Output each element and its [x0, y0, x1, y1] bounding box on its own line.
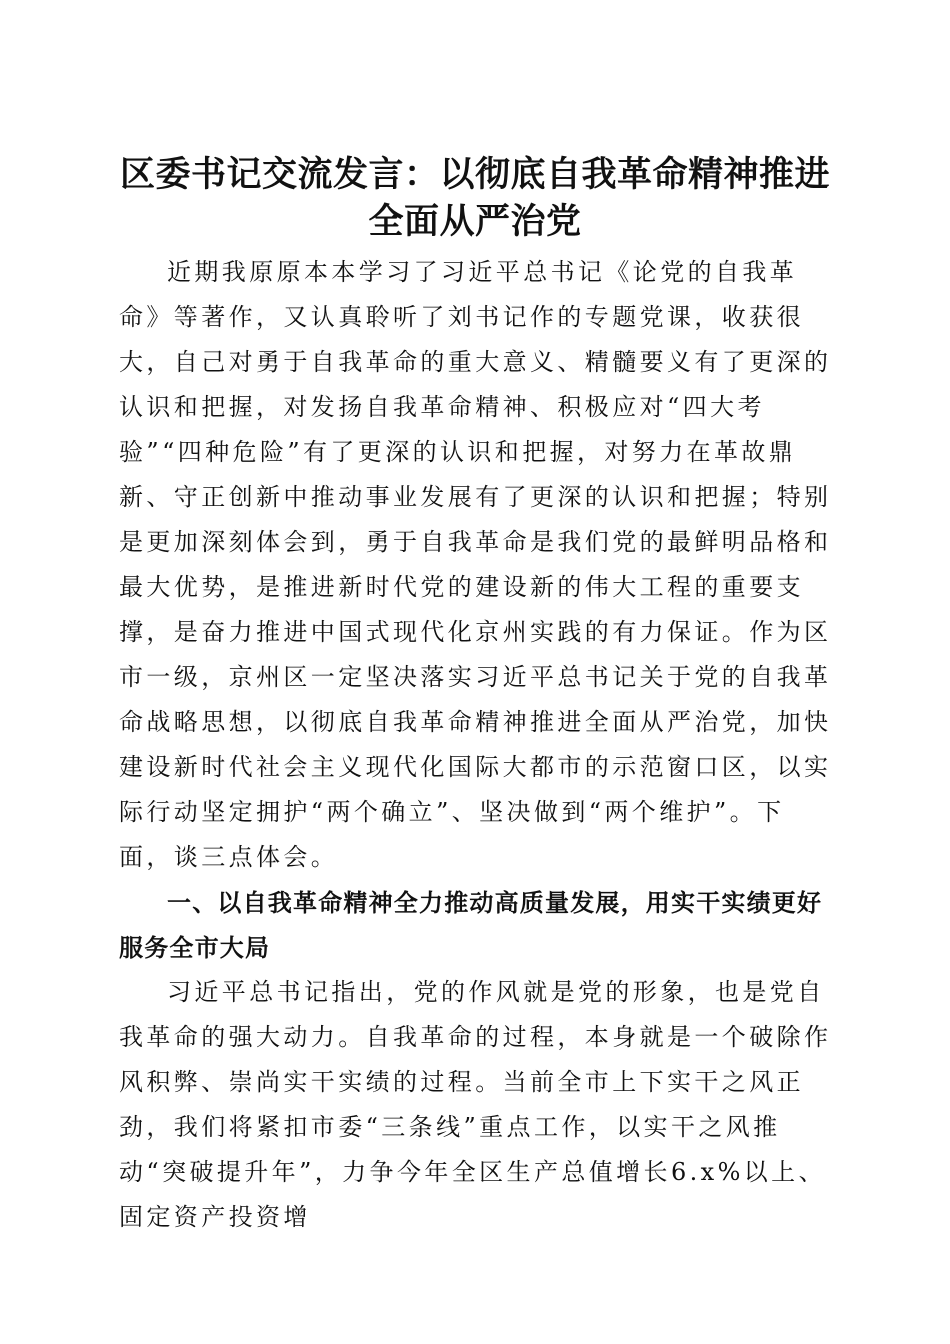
document-body: [119, 250, 833, 1240]
document-title-line-1: 区委书记交流发言：以彻底自我革命精神推进: [119, 154, 830, 196]
intro-paragraph: 近期我原原本本学习了习近平总书记《论党的自我革命》等著作，又认真聆听了刘书记作的专题党课，收获很大，自己对勇于自我革命的重大意义、精髓要义有了更深的认识和把握，对发扬自我革命精神、积极应对“四大考验”“四种危险”有了更深的认识和把握，对努力在革故鼎新、守正创新中推动事业发展有了更深的认识和把握；特别是更加深刻体会到，勇于自我革命是我们党的最鲜明品格和最大优势，是推进新时代党的建设新的伟大工程的重要支撑，是奋力推进中国式现代化京州实践的有力保证。作为区市一级，京州区一定坚决落实习近平总书记关于党的自我革命战略思想，以彻底自我革命精神推进全面从严治党，加快建设新时代社会主义现代化国际大都市的示范窗口区，以实际行动坚定拥护“两个确立”、坚决做到“两个维护”。下面，谈三点体会。: [119, 258, 832, 871]
document-title: [100, 151, 850, 245]
section-1-paragraph-1: 习近平总书记指出，党的作风就是党的形象，也是党自我革命的强大动力。自我革命的过程，本身就是一个破除作风积弊、崇尚实干实绩的过程。当前全市上下实干之风正劲，我们将紧扣市委“三条线”重点工作，以实干之风推动“突破提升年”，力争今年全区生产总值增长6.x%以上、固定资产投资增: [119, 978, 832, 1231]
section-1-heading: 一、以自我革命精神全力推动高质量发展，用实干实绩更好服务全市大局: [119, 888, 823, 962]
document-title-line-2: 全面从严治党: [368, 201, 582, 243]
